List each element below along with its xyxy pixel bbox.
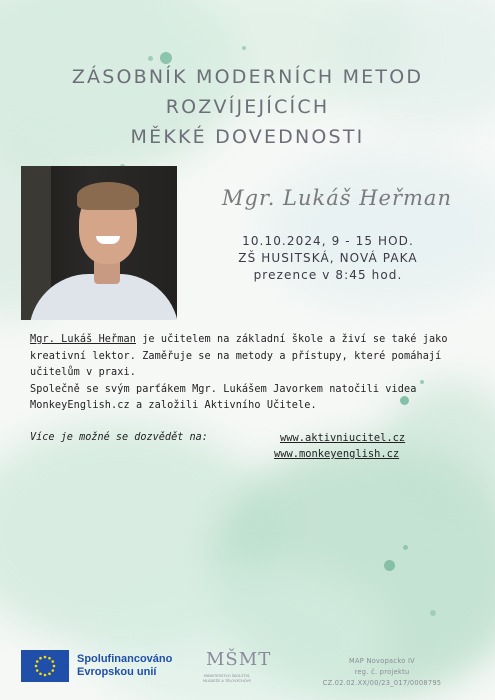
speaker-signature: Mgr. Lukáš Heřman (222, 186, 452, 210)
eu-text-line-1: Spolufinancováno (77, 653, 173, 665)
bio-paragraph-1 (30, 332, 472, 382)
project-name: MAP Novopacko IV (349, 657, 415, 665)
speaker-photo (21, 166, 177, 320)
title-line-3: MĚKKÉ DOVEDNOSTI (130, 126, 365, 148)
event-location: ZŠ HUSITSKÁ, NOVÁ PAKA (238, 251, 418, 265)
eu-text-line-2: Evropskou unií (77, 666, 157, 678)
title-line-2: ROZVÍJEJÍCÍCH (165, 96, 330, 118)
link-aktivniucitel[interactable]: www.aktivniucitel.cz (280, 432, 406, 444)
msmt-mark: MŠMT (206, 649, 272, 670)
bio-paragraph-2: Společně se svým parťákem Mgr. Lukášem Javorkem natočili videa MonkeyEnglish.cz a založili Aktivního Učitele. (30, 383, 417, 411)
project-reg-label: reg. č. projektu (354, 668, 410, 676)
bio-paragraph-1-text: je učitelem na základní škole a živí se také jako kreativní lektor. Zaměřuje se na metody a přístupy, které pomáhají učitelům v praxi. (30, 334, 448, 378)
eu-stars-icon (21, 650, 69, 682)
bio-speaker-name: Mgr. Lukáš Heřman (30, 334, 136, 345)
project-reg-number: CZ.02.02.XX/00/23_017/0008795 (322, 679, 442, 687)
speaker-bio (30, 332, 472, 415)
event-date-time: 10.10.2024, 9 - 15 HOD. (242, 234, 414, 248)
msmt-logo (198, 649, 272, 685)
title-line-1: ZÁSOBNÍK MODERNÍCH METOD (71, 66, 424, 88)
event-info (215, 233, 441, 284)
poster-title (0, 62, 495, 152)
project-info (296, 656, 468, 689)
event-registration: prezence v 8:45 hod. (253, 268, 403, 282)
more-info-label: Více je možné se dozvědět na: (30, 432, 208, 443)
eu-cofunding-text (77, 653, 172, 679)
msmt-subtitle: MINISTERSTVO ŠKOLSTVÍ, MLÁDEŽE A TĚLOVÝCHOVY (202, 674, 252, 683)
link-monkeyenglish[interactable]: www.monkeyenglish.cz (274, 448, 400, 460)
eu-flag-logo (21, 650, 69, 682)
